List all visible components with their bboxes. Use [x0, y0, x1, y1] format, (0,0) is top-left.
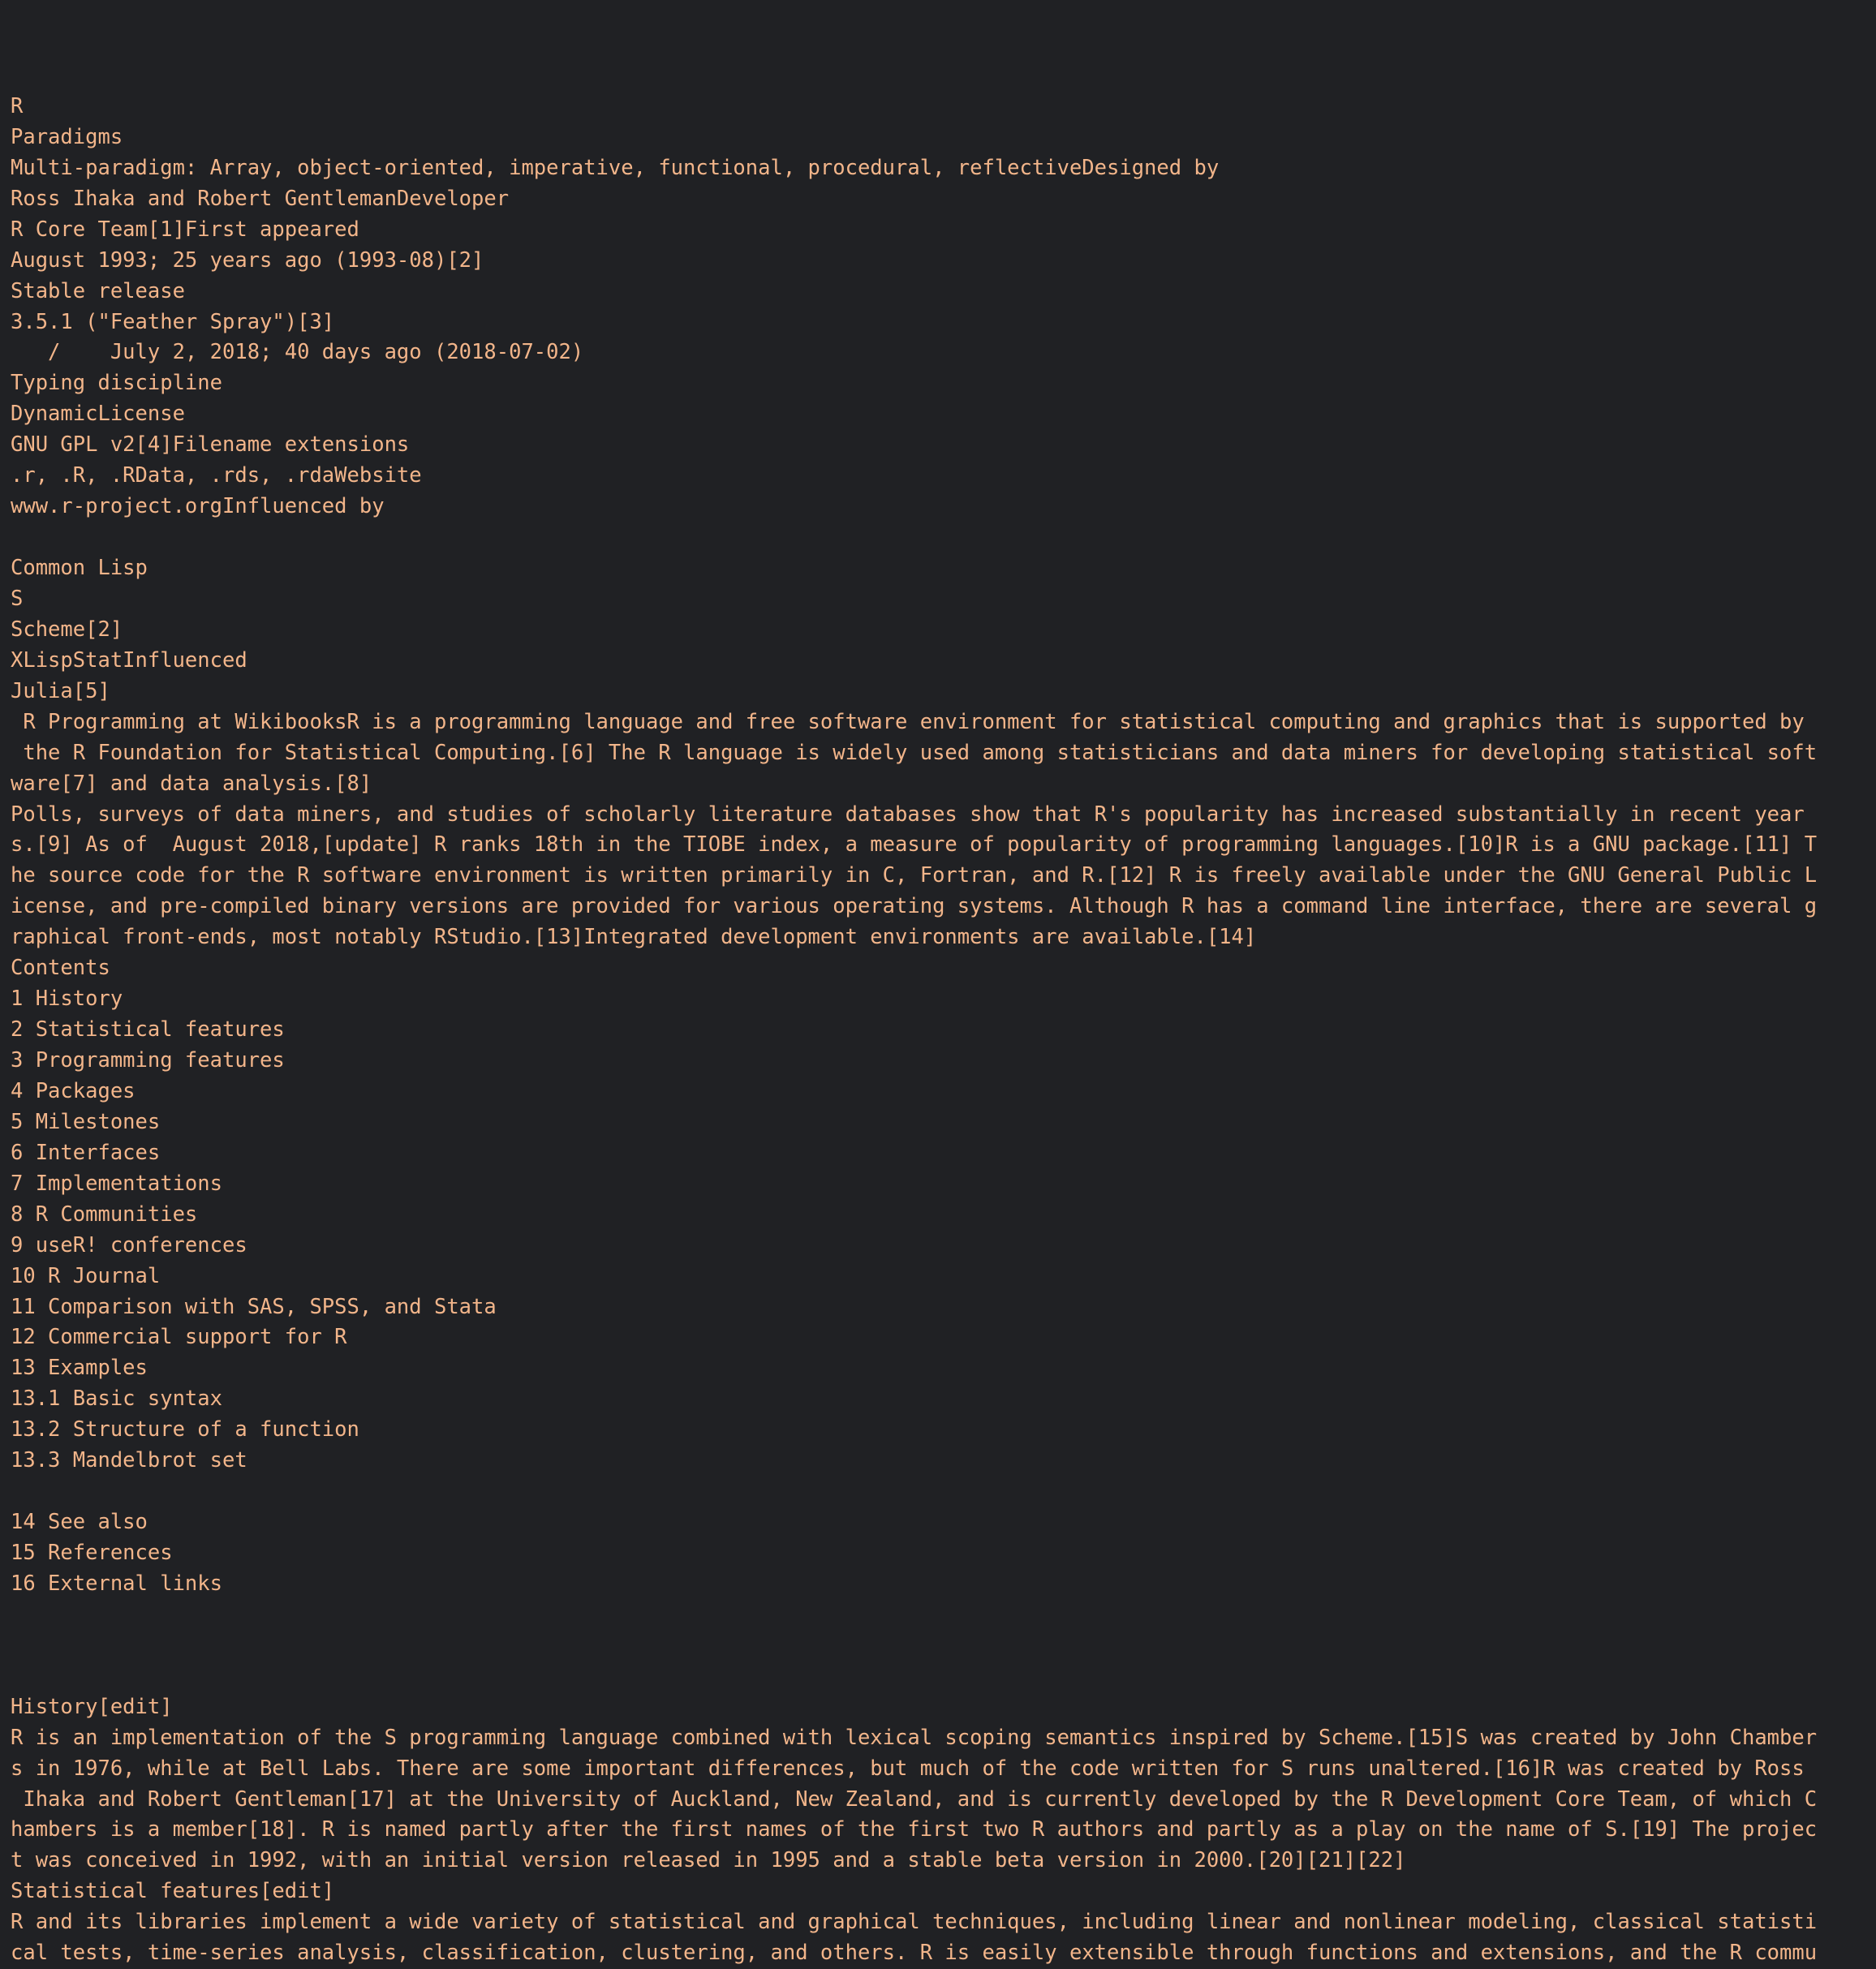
terminal-line: [11, 522, 1876, 553]
terminal-line: ware[7] and data analysis.[8]: [11, 771, 372, 796]
terminal-line: S: [11, 586, 24, 611]
terminal-line: GNU GPL v2[4]Filename extensions: [11, 432, 410, 458]
terminal-line: Typing discipline: [11, 371, 222, 396]
terminal-line: 16 External links: [11, 1571, 222, 1596]
terminal-line: s.[9] As of August 2018,[update] R ranks 18th in the TIOBE index, a measure of popularity of programming languages.[10]R is a GNU package.[11] T: [11, 832, 1818, 858]
terminal-line: Paradigms: [11, 124, 123, 149]
terminal-line: hambers is a member[18]. R is named partly after the first names of the first two R authors and partly as a play on the name of S.[19] The projec: [11, 1817, 1818, 1842]
terminal-line: 3 Programming features: [11, 1048, 285, 1073]
terminal-line: icense, and pre-compiled binary versions are provided for various operating systems. Although R has a command line interface, there are several g: [11, 894, 1818, 919]
terminal-line: 7 Implementations: [11, 1171, 222, 1196]
terminal-line: he source code for the R software environment is written primarily in C, Fortran, and R.[12] R is freely available under the GNU General Public L: [11, 863, 1818, 888]
terminal-line: cal tests, time-series analysis, classification, clustering, and others. R is easily extensible through functions and extensions, and the R commu: [11, 1941, 1818, 1966]
terminal-line: 14 See also: [11, 1510, 148, 1535]
terminal-line: the R Foundation for Statistical Computing.[6] The R language is widely used among statisticians and data miners for developing statistical soft: [11, 740, 1818, 765]
terminal-line: Statistical features[edit]: [11, 1879, 335, 1904]
terminal-line: 10 R Journal: [11, 1263, 161, 1288]
terminal-line: 11 Comparison with SAS, SPSS, and Stata: [11, 1294, 497, 1319]
terminal-line: 13.2 Structure of a function: [11, 1417, 359, 1442]
terminal-line: August 1993; 25 years ago (1993-08)[2]: [11, 247, 484, 273]
terminal-line: Polls, surveys of data miners, and studies of scholarly literature databases show that R's popularity has increased substantially in recent year: [11, 802, 1805, 827]
terminal-line: History[edit]: [11, 1694, 173, 1719]
terminal-line: R Programming at WikibooksR is a programming language and free software environment for statistical computing and graphics that is supported by: [11, 709, 1805, 734]
terminal-line: R: [11, 93, 24, 118]
terminal-line: www.r-project.orgInfluenced by: [11, 494, 385, 519]
terminal-line: [11, 61, 1876, 92]
terminal-line: 12 Commercial support for R: [11, 1325, 347, 1350]
terminal-line: Common Lisp: [11, 556, 148, 580]
terminal-line: 6 Interfaces: [11, 1140, 161, 1165]
terminal-output: [11, 61, 1876, 1969]
terminal-line: Multi-paradigm: Array, object-oriented, imperative, functional, procedural, reflectiveDesigned by: [11, 155, 1220, 180]
terminal-line: R is an implementation of the S programming language combined with lexical scoping semantics inspired by Scheme.[15]S was created by John Chamber: [11, 1725, 1818, 1750]
terminal-line: [11, 1600, 1876, 1631]
terminal-line: Scheme[2]: [11, 617, 123, 642]
terminal-line: 3.5.1 ("Feather Spray")[3]: [11, 309, 335, 334]
terminal-line: XLispStatInfluenced: [11, 647, 247, 673]
terminal-line: Ihaka and Robert Gentleman[17] at the University of Auckland, New Zealand, and is currently developed by the R Development Core Team, of which C: [11, 1786, 1818, 1812]
terminal-line: raphical front-ends, most notably RStudio.[13]Integrated development environments are available.[14]: [11, 925, 1257, 950]
terminal-line: 1 History: [11, 987, 123, 1012]
terminal-line: 2 Statistical features: [11, 1017, 285, 1043]
terminal-line: [11, 1631, 1876, 1662]
terminal-line: Julia[5]: [11, 678, 110, 703]
terminal-line: 13.1 Basic syntax: [11, 1386, 222, 1412]
terminal-line: 8 R Communities: [11, 1202, 198, 1227]
terminal-line: .r, .R, .RData, .rds, .rdaWebsite: [11, 463, 422, 488]
terminal-line: [11, 1477, 1876, 1507]
terminal-line: 9 useR! conferences: [11, 1232, 247, 1257]
terminal-line: 15 References: [11, 1541, 173, 1565]
terminal-line: R and its libraries implement a wide variety of statistical and graphical techniques, including linear and nonlinear modeling, classical statisti: [11, 1910, 1818, 1935]
terminal-line: s in 1976, while at Bell Labs. There are some important differences, but much of the code written for S runs unaltered.[16]R was created by Ross: [11, 1756, 1805, 1781]
terminal-line: t was conceived in 1992, with an initial version released in 1995 and a stable beta version in 2000.[20][21][22]: [11, 1848, 1406, 1873]
terminal-line: Ross Ihaka and Robert GentlemanDeveloper: [11, 186, 510, 211]
terminal-line: R Core Team[1]First appeared: [11, 217, 359, 242]
terminal-line: 5 Milestones: [11, 1109, 161, 1134]
terminal-line: DynamicLicense: [11, 402, 185, 427]
terminal-line: 13.3 Mandelbrot set: [11, 1448, 247, 1473]
terminal-line: 13 Examples: [11, 1356, 148, 1381]
terminal-line: Contents: [11, 956, 110, 981]
terminal-line: [11, 1662, 1876, 1692]
terminal-line: Stable release: [11, 278, 185, 303]
terminal-line: 4 Packages: [11, 1078, 136, 1103]
terminal-line: / July 2, 2018; 40 days ago (2018-07-02): [11, 340, 584, 365]
